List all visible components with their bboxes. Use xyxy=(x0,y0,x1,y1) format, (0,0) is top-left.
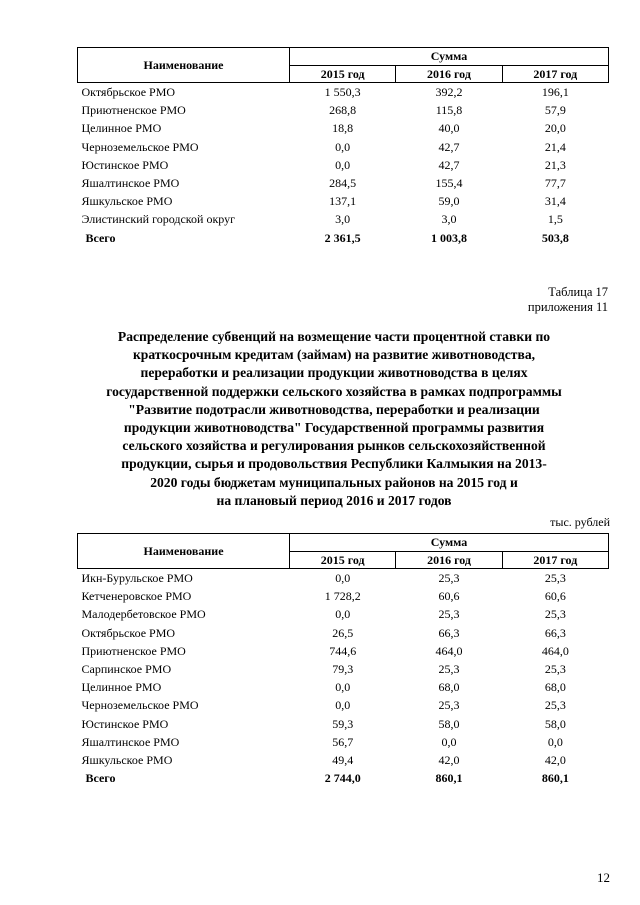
table-row xyxy=(78,605,609,623)
title-line: краткосрочным кредитам (займам) на развитие животноводства, xyxy=(132,347,536,363)
row-name-cell: Октябрьское РМО xyxy=(81,85,176,100)
row-name-cell: Приютненское РМО xyxy=(81,103,186,118)
value-2016-cell: 60,6 xyxy=(438,589,460,604)
value-2016-cell: 392,2 xyxy=(435,85,463,100)
row-name-cell: Целинное РМО xyxy=(81,680,162,695)
table-row xyxy=(78,751,609,769)
row-name-cell: Черноземельское РМО xyxy=(81,698,199,713)
row-name-cell: Черноземельское РМО xyxy=(81,139,199,154)
table-total-row xyxy=(78,229,609,247)
row-name-cell: Яшалтинское РМО xyxy=(81,734,180,749)
table-row xyxy=(78,101,609,119)
value-2015-cell: 1 550,3 xyxy=(324,85,361,100)
value-2016-cell: 3,0 xyxy=(441,212,457,227)
column-header-name: Наименование xyxy=(78,48,290,83)
row-name-cell: Всего xyxy=(85,771,116,786)
value-2015-cell: 49,4 xyxy=(332,752,354,767)
column-header-sum: Сумма xyxy=(290,534,609,552)
value-2017-cell: 464,0 xyxy=(541,643,569,658)
title-line: на плановый период 2016 и 2017 годов xyxy=(216,492,452,508)
value-2015-cell: 0,0 xyxy=(335,157,351,172)
table-row xyxy=(78,119,609,137)
row-name-cell: Элистинский городской округ xyxy=(81,212,236,227)
value-2017-cell: 57,9 xyxy=(544,103,566,118)
column-header-sum: Сумма xyxy=(289,48,608,66)
value-2015-cell: 137,1 xyxy=(329,194,357,209)
value-2016-cell: 860,1 xyxy=(435,771,463,786)
value-2016-cell: 25,3 xyxy=(438,607,460,622)
value-2016-cell: 40,0 xyxy=(438,121,460,136)
value-2016-cell: 1 003,8 xyxy=(430,230,467,245)
value-2017-cell: 25,3 xyxy=(544,571,566,586)
row-name-cell: Сарпинское РМО xyxy=(81,662,172,677)
table-row xyxy=(78,138,609,156)
value-2016-cell: 25,3 xyxy=(438,571,460,586)
table-row xyxy=(78,696,609,714)
table-row xyxy=(78,174,609,192)
value-2015-cell: 0,0 xyxy=(335,680,351,695)
value-2016-cell: 464,0 xyxy=(435,643,463,658)
column-header-name: Наименование xyxy=(78,534,290,569)
table-row xyxy=(78,715,609,733)
value-2016-cell: 155,4 xyxy=(435,176,463,191)
value-2015-cell: 26,5 xyxy=(332,625,354,640)
column-header-year: 2017 год xyxy=(502,66,608,83)
table-row xyxy=(78,83,609,102)
title-line: продукции, сырья и продовольствия Республики Калмыкия на 2013- xyxy=(121,456,547,472)
value-2015-cell: 0,0 xyxy=(335,571,351,586)
row-name-cell: Приютненское РМО xyxy=(81,643,186,658)
value-2015-cell: 0,0 xyxy=(335,698,351,713)
table-row xyxy=(78,624,609,642)
row-name-cell: Октябрьское РМО xyxy=(81,625,176,640)
subsidy-table-2 xyxy=(77,533,609,787)
table-row xyxy=(78,210,609,228)
value-2015-cell: 56,7 xyxy=(332,734,354,749)
value-2017-cell: 77,7 xyxy=(544,176,566,191)
value-2017-cell: 25,3 xyxy=(544,662,566,677)
table-body xyxy=(78,83,609,247)
value-2015-cell: 2 361,5 xyxy=(324,230,361,245)
value-2016-cell: 115,8 xyxy=(435,103,463,118)
table-caption xyxy=(528,285,608,315)
table-row xyxy=(78,192,609,210)
value-2017-cell: 60,6 xyxy=(544,589,566,604)
value-2017-cell: 68,0 xyxy=(544,680,566,695)
row-name-cell: Яшкульское РМО xyxy=(81,194,173,209)
value-2017-cell: 21,4 xyxy=(544,139,566,154)
title-line: продукции животноводства" Государственной программы развития xyxy=(123,420,545,436)
value-2015-cell: 744,6 xyxy=(329,643,357,658)
title-line: Распределение субвенций на возмещение части процентной ставки по xyxy=(117,329,551,344)
column-header-year: 2015 год xyxy=(289,66,395,83)
value-2017-cell: 860,1 xyxy=(541,771,569,786)
value-2017-cell: 58,0 xyxy=(544,716,566,731)
column-header-year: 2015 год xyxy=(290,552,396,569)
value-2017-cell: 42,0 xyxy=(544,752,566,767)
table-row xyxy=(78,156,609,174)
table-row xyxy=(78,569,609,588)
title-line: 2020 годы бюджетам муниципальных районов на 2015 год и xyxy=(150,474,518,490)
value-2015-cell: 268,8 xyxy=(329,103,357,118)
table-row xyxy=(78,733,609,751)
row-name-cell: Яшкульское РМО xyxy=(81,752,173,767)
value-2015-cell: 1 728,2 xyxy=(324,589,361,604)
value-2016-cell: 42,7 xyxy=(438,157,460,172)
column-header-year: 2016 год xyxy=(396,66,502,83)
value-2016-cell: 25,3 xyxy=(438,698,460,713)
value-2017-cell: 20,0 xyxy=(544,121,566,136)
value-2017-cell: 31,4 xyxy=(544,194,566,209)
row-name-cell: Икн-Бурульское РМО xyxy=(81,571,193,586)
value-2015-cell: 2 744,0 xyxy=(324,771,361,786)
value-2016-cell: 0,0 xyxy=(441,734,457,749)
table-row xyxy=(78,678,609,696)
value-2016-cell: 42,7 xyxy=(438,139,460,154)
subsidy-table-1 xyxy=(77,47,609,247)
value-2015-cell: 59,3 xyxy=(332,716,354,731)
value-2017-cell: 1,5 xyxy=(547,212,563,227)
value-2017-cell: 21,3 xyxy=(544,157,566,172)
row-name-cell: Кетченеровское РМО xyxy=(81,589,192,604)
value-2017-cell: 66,3 xyxy=(544,625,566,640)
value-2017-cell: 196,1 xyxy=(541,85,569,100)
row-name-cell: Малодербетовское РМО xyxy=(81,607,206,622)
value-2015-cell: 18,8 xyxy=(332,121,354,136)
value-2017-cell: 0,0 xyxy=(547,734,563,749)
table-row xyxy=(78,642,609,660)
value-2016-cell: 42,0 xyxy=(438,752,460,767)
column-header-year: 2016 год xyxy=(396,552,502,569)
title-line: сельского хозяйства и регулирования рынков сельскохозяйственной xyxy=(122,438,546,454)
table-row xyxy=(78,587,609,605)
document-title xyxy=(60,328,608,510)
value-2016-cell: 25,3 xyxy=(438,662,460,677)
title-line: переработки и реализации продукции животноводства в целях xyxy=(140,365,528,381)
value-2015-cell: 284,5 xyxy=(329,176,357,191)
table-row xyxy=(78,660,609,678)
value-2015-cell: 0,0 xyxy=(335,607,351,622)
row-name-cell: Юстинское РМО xyxy=(81,716,169,731)
value-2016-cell: 68,0 xyxy=(438,680,460,695)
table-total-row xyxy=(78,769,609,787)
title-line: "Развитие подотрасли животноводства, переработки и реализации xyxy=(128,401,540,417)
value-2017-cell: 25,3 xyxy=(544,607,566,622)
units-label: тыс. рублей xyxy=(550,515,610,529)
row-name-cell: Яшалтинское РМО xyxy=(81,176,180,191)
title-line: государственной поддержки сельского хозяйства в рамках подпрограммы xyxy=(106,383,562,399)
value-2015-cell: 79,3 xyxy=(332,662,354,677)
value-2016-cell: 66,3 xyxy=(438,625,460,640)
table-body xyxy=(78,569,609,788)
row-name-cell: Всего xyxy=(85,230,116,245)
value-2016-cell: 59,0 xyxy=(438,194,460,209)
value-2016-cell: 58,0 xyxy=(438,716,460,731)
column-header-year: 2017 год xyxy=(502,552,608,569)
value-2017-cell: 25,3 xyxy=(544,698,566,713)
caption-table-number: Таблица 17 xyxy=(548,285,608,299)
row-name-cell: Юстинское РМО xyxy=(81,157,169,172)
value-2015-cell: 3,0 xyxy=(335,212,351,227)
caption-appendix: приложения 11 xyxy=(527,300,608,314)
value-2017-cell: 503,8 xyxy=(541,230,569,245)
value-2015-cell: 0,0 xyxy=(335,139,351,154)
row-name-cell: Целинное РМО xyxy=(81,121,162,136)
page-number: 12 xyxy=(597,870,610,885)
